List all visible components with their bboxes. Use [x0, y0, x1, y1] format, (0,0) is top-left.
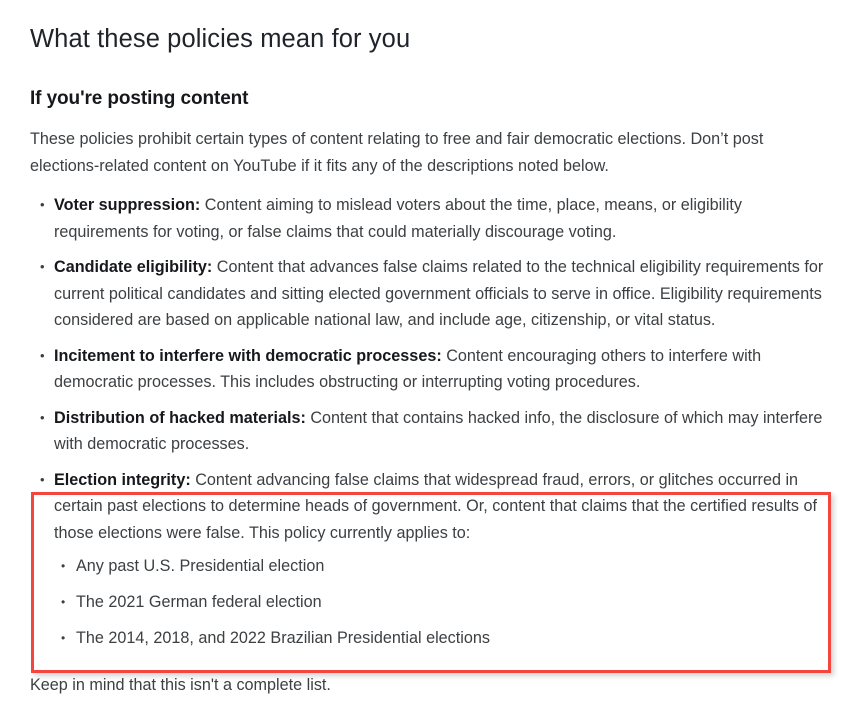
intro-paragraph: These policies prohibit certain types of content relating to free and fair democratic elections. Don’t post elections-related content on YouTube if it fits any of the descriptions noted below. [30, 130, 764, 175]
policy-term: Election integrity: [54, 470, 191, 489]
policy-description: Content that advances false claims related to the technical eligibility requirements for current political candidates and sitting elected government officials to serve in office. Eligibility requirements considered are based on applicable national law, and include age, citizenship, or vital status. [54, 258, 824, 329]
policy-item-election-integrity [30, 467, 830, 655]
election-integrity-sub-list [54, 546, 830, 651]
sub-list-item-brazilian-presidential: • The 2014, 2018, and 2022 Brazilian Presidential elections [54, 625, 830, 651]
policy-term: Distribution of hacked materials: [54, 408, 306, 427]
policy-description: Content advancing false claims that widespread fraud, errors, or glitches occurred in certain past elections to determine heads of government. Or, content that claims that the certified results of those elections were false. This policy currently applies to: [54, 470, 818, 542]
policy-term: Incitement to interfere with democratic processes: [54, 346, 442, 365]
sub-list-item-german-federal: • The 2021 German federal election [54, 589, 830, 615]
policy-description: Content that contains hacked info, the disclosure of which may interfere with democratic processes. [54, 408, 823, 453]
policy-description: Content encouraging others to interfere with democratic processes. This includes obstructing or interrupting voting procedures. [54, 346, 762, 391]
closing-note: Keep in mind that this isn't a complete list. [30, 676, 331, 694]
policy-term: Candidate eligibility: [54, 258, 213, 276]
policy-term: Voter suppression: [54, 196, 201, 214]
policy-item-candidate-eligibility [30, 254, 830, 335]
policy-item-voter-suppression [30, 192, 830, 246]
page-title: What these policies mean for you [30, 25, 411, 53]
policy-bullet-list [30, 179, 830, 654]
sub-list-item-us-presidential: • Any past U.S. Presidential election [54, 553, 830, 579]
policy-item-incitement-to-interfere [30, 343, 830, 397]
policy-description: Content aiming to mislead voters about the time, place, means, or eligibility requirements for voting, or false claims that could materially discourage voting. [54, 196, 742, 241]
section-heading-posting-content: If you're posting content [30, 88, 249, 109]
policy-item-distribution-of-hacked-materials [30, 405, 830, 459]
